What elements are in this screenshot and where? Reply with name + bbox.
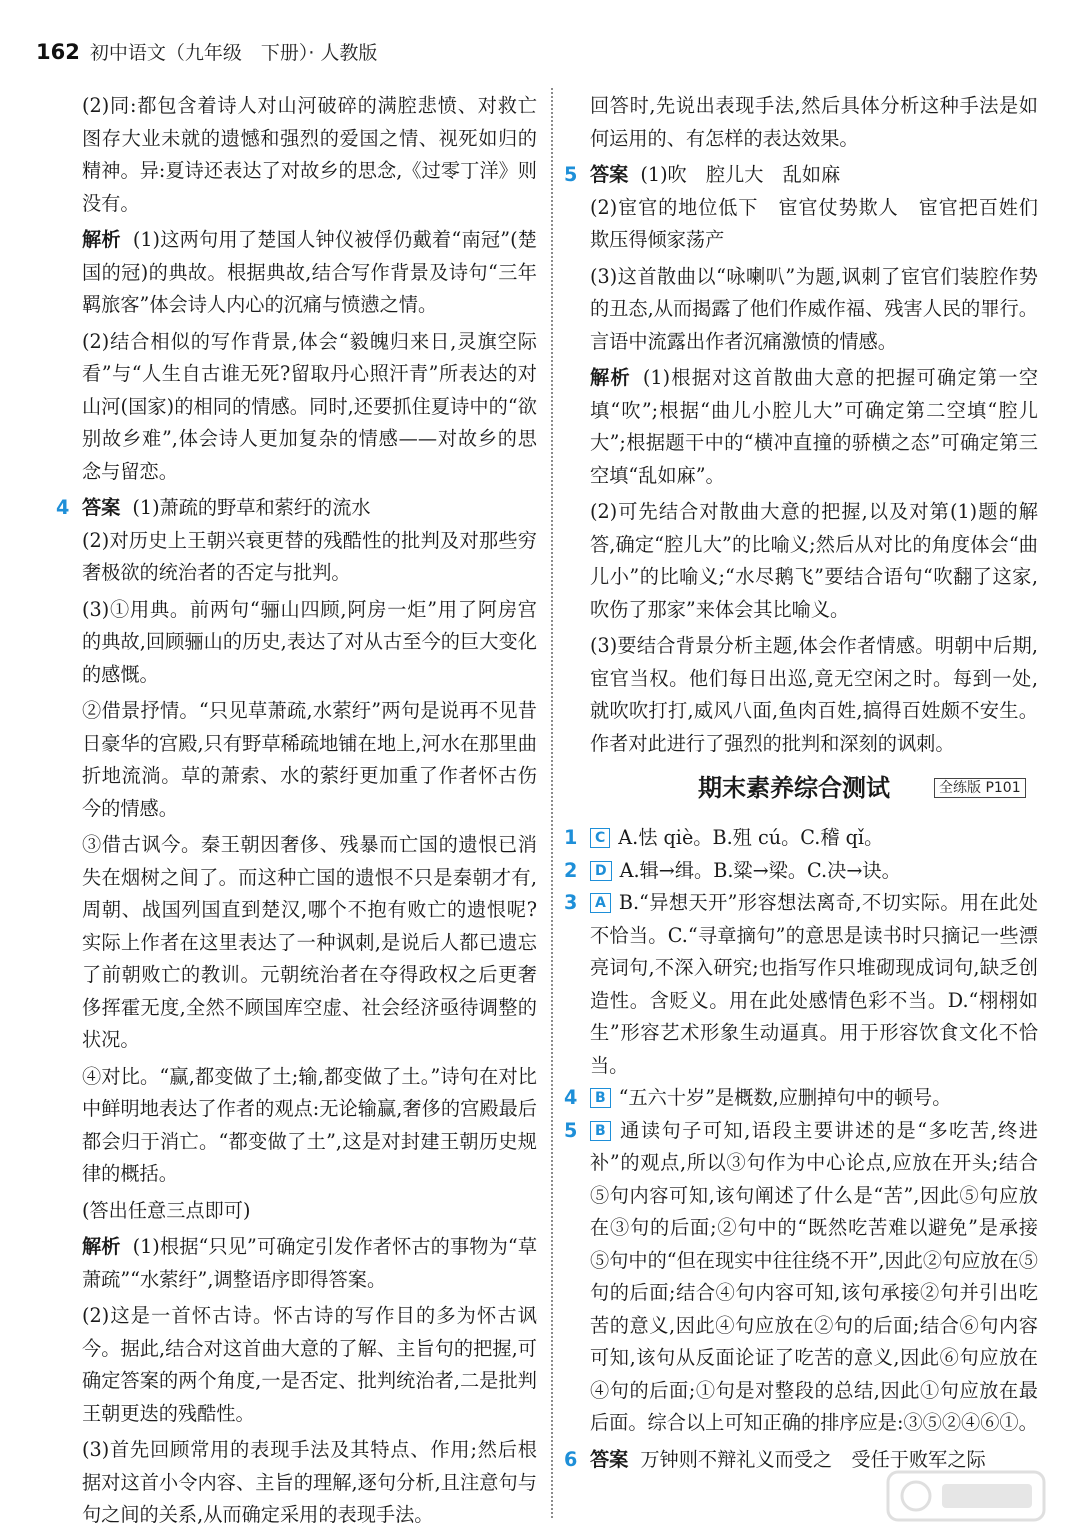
test-item-5 [564, 1115, 1038, 1440]
answer-label: 答案 [82, 496, 121, 519]
q5-answer-1: 5 答案 (1)吹 腔儿大 乱如麻 [590, 159, 1038, 192]
watermark-logo [886, 1466, 1046, 1526]
page-header [36, 38, 377, 72]
question-number: 3 [564, 891, 578, 914]
q4-answer-4: ②借景抒情。“只见草萧疏,水萦纡”两句是说再不见昔日豪华的宫殿,只有野草稀疏地铺在地上,河水在那里曲折地流淌。草的萧索、水的萦纡更加重了作者怀古伤今的情感。 [82, 699, 537, 820]
answer-choice-badge: C [590, 828, 610, 848]
analysis-label: 解析 [82, 228, 121, 251]
q4-analysis-3: (3)首先回顾常用的表现手法及其特点、作用;然后根据对这首小令内容、主旨的理解,逐句分析,且注意句与句之间的关系,从而确定采用的表现手法。 [82, 1438, 537, 1526]
test-item-3 [564, 887, 1038, 1082]
question-number: 5 [564, 1118, 578, 1142]
analysis-label: 解析 [590, 366, 631, 389]
item-explanation: A.怯 qiè。B.殂 cú。C.稽 qǐ。 [618, 826, 884, 849]
q4-answer-5: ③借古讽今。秦王朝因奢侈、残暴而亡国的遗恨已消失在烟树之间了。而这种亡国的遗恨不只是秦朝才有,周朝、战国列国直到楚汉,哪个不抱有败亡的遗恨呢?实际上作者在这里表达了一种讽刺,是说后人都已遗忘了前朝败亡的教训。元朝统治者在夺得政权之后更奢侈挥霍无度,全然不顾国库空虚、社会经济亟待调整的状况。 [82, 833, 537, 1051]
column-divider [551, 88, 553, 1518]
test-answer-list [564, 822, 1038, 1440]
q3-answer-part2: (2)同:都包含着诗人对山河破碎的满腔悲愤、对救亡图存大业未就的遗憾和强烈的爱国之情、视死如归的精神。异:夏诗还表达了对故乡的思念,《过零丁洋》则没有。 [82, 94, 537, 215]
test-item-4 [564, 1082, 1038, 1115]
q4-answer-6: ④对比。“赢,都变做了土;输,都变做了土。”诗句在对比中鲜明地表达了作者的观点:无论输赢,奢侈的宫殿最后都会归于消亡。“都变做了土”,这是对封建王朝历史规律的概括。 [82, 1064, 537, 1185]
q4-answer-note: (答出任意三点即可) [82, 1198, 251, 1222]
q5-analysis-1: 解析 (1)根据对这首散曲大意的把握可确定第一空填“吹”;根据“曲儿小腔儿大”可确定第二空填“腔儿大”;根据题干中的“横冲直撞的骄横之态”可确定第三空填“乱如麻”。 [590, 366, 1039, 487]
q4-analysis-1: 解析 (1)根据“只见”可确定引发作者怀古的事物为“草萧疏”“水萦纡”,调整语序即得答案。 [82, 1235, 538, 1291]
q4-analysis-cont: 回答时,先说出表现手法,然后具体分析这种手法是如何运用的、有怎样的表达效果。 [590, 94, 1038, 150]
q4-answer-1: 4 答案 (1)萧疏的野草和萦纡的流水 [82, 492, 537, 525]
section-header [590, 766, 1038, 814]
left-column [56, 90, 538, 1532]
answer-choice-badge: D [590, 861, 612, 881]
q3-analysis-1: 解析 (1)这两句用了楚国人钟仪被俘仍戴着“南冠”(楚国的冠)的典故。根据典故,结合写作背景及诗句“三年羁旅客”体会诗人内心的沉痛与愤懑之情。 [82, 228, 537, 316]
page-number: 162 [36, 40, 80, 64]
section-title: 期末素养综合测试 [698, 774, 890, 802]
question-number: 1 [564, 826, 578, 849]
q4-answer-3: (3)①用典。前两句“骊山四顾,阿房一炬”用了阿房宫的典故,回顾骊山的历史,表达了对从古至今的巨大变化的感慨。 [82, 597, 537, 686]
q5-analysis-2: (2)可先结合对散曲大意的把握,以及对第(1)题的解答,确定“腔儿大”的比喻义;然后从对比的角度体会“曲儿小”的比喻义;“水尽鹅飞”要结合语句“吹翻了这家,吹伤了那家”来体会其比喻义。 [590, 500, 1038, 621]
answer-choice-badge: B [590, 1088, 611, 1108]
question-number: 6 [564, 1447, 578, 1471]
q6-answer: 6 答案 万钟则不辩礼义而受之 受任于败军之际 [590, 1444, 1038, 1477]
q4-answer-2: (2)对历史上王朝兴衰更替的残酷性的批判及对那些穷奢极欲的统治者的否定与批判。 [82, 528, 537, 584]
q5-analysis-3: (3)要结合背景分析主题,体会作者情感。明朝中后期,宦官当权。他们每日出巡,竟无空闲之时。每到一处,就吹吹打打,威风八面,鱼肉百姓,搞得百姓颇不安生。作者对此进行了强烈的批判和深刻的讽刺。 [590, 634, 1038, 755]
test-item-2 [564, 855, 1038, 888]
answer-choice-badge: B [590, 1121, 611, 1141]
item-explanation: “五六十岁”是概数,应删掉句中的顿号。 [618, 1086, 952, 1109]
right-column [564, 90, 1039, 1476]
section-page-ref: 全练版 P101 [934, 778, 1026, 798]
answer-label: 答案 [590, 163, 629, 186]
analysis-label: 解析 [82, 1235, 121, 1258]
q5-answer-2: (2)宦官的地位低下 宦官仗势欺人 宦官把百姓们欺压得倾家荡产 [590, 195, 1038, 251]
question-number: 4 [564, 1086, 578, 1109]
book-title: 初中语文（九年级 下册）· 人教版 [89, 42, 378, 64]
answer-label: 答案 [590, 1447, 629, 1471]
question-number: 2 [564, 858, 578, 882]
test-item-1 [564, 822, 1038, 855]
question-number: 4 [56, 496, 70, 519]
item-explanation: A.辑→缉。B.粱→梁。C.决→诀。 [619, 858, 901, 882]
q3-analysis-2: (2)结合相似的写作背景,体会“毅魄归来日,灵旗空际看”与“人生自古谁无死?留取丹心照汗青”所表达的对山河(国家)的相同的情感。同时,还要抓住夏诗中的“欲别故乡难”,体会诗人更加复杂的情感——对故乡的思念与留恋。 [82, 329, 537, 483]
question-number: 5 [564, 163, 578, 186]
q4-analysis-2: (2)这是一首怀古诗。怀古诗的写作目的多为怀古讽今。据此,结合对这首曲大意的了解、主旨句的把握,可确定答案的两个角度,一是否定、批判统治者,二是批判王朝更迭的残酷性。 [82, 1304, 537, 1425]
q5-answer-3: (3)这首散曲以“咏喇叭”为题,讽刺了宦官们装腔作势的丑态,从而揭露了他们作威作福、残害人民的罪行。言语中流露出作者沉痛激愤的情感。 [590, 264, 1038, 353]
answer-choice-badge: A [590, 893, 611, 913]
item-explanation: 通读句子可知,语段主要讲述的是“多吃苦,终进补”的观点,所以③句作为中心论点,应放在开头;结合⑤句内容可知,该句阐述了什么是“苦”,因此⑤句应放在③句的后面;②句中的“既然吃苦难以避免”是承接⑤句中的“但在现实中往往绕不开”,因此②句应放在⑤句的后面;结合④句内容可知,该句承接②句并引出吃苦的意义,因此④句应放在②句的后面;结合⑥句内容可知,该句从反面论证了吃苦的意义,因此⑥句应放在④句的后面;①句是对整段的总结,因此①句应放在最后面。综合以上可知正确的排序应是:③⑤②④⑥①。 [590, 1118, 1038, 1434]
item-explanation: B.“异想天开”形容想法离奇,不切实际。用在此处不恰当。C.“寻章摘句”的意思是读书时只摘记一些漂亮词句,不深入研究;也指写作只堆砌现成词句,缺乏创造性。含贬义。用在此处感情色彩不当。D.“栩栩如生”形容艺术形象生动逼真。用于形容饮食文化不恰当。 [590, 891, 1038, 1077]
